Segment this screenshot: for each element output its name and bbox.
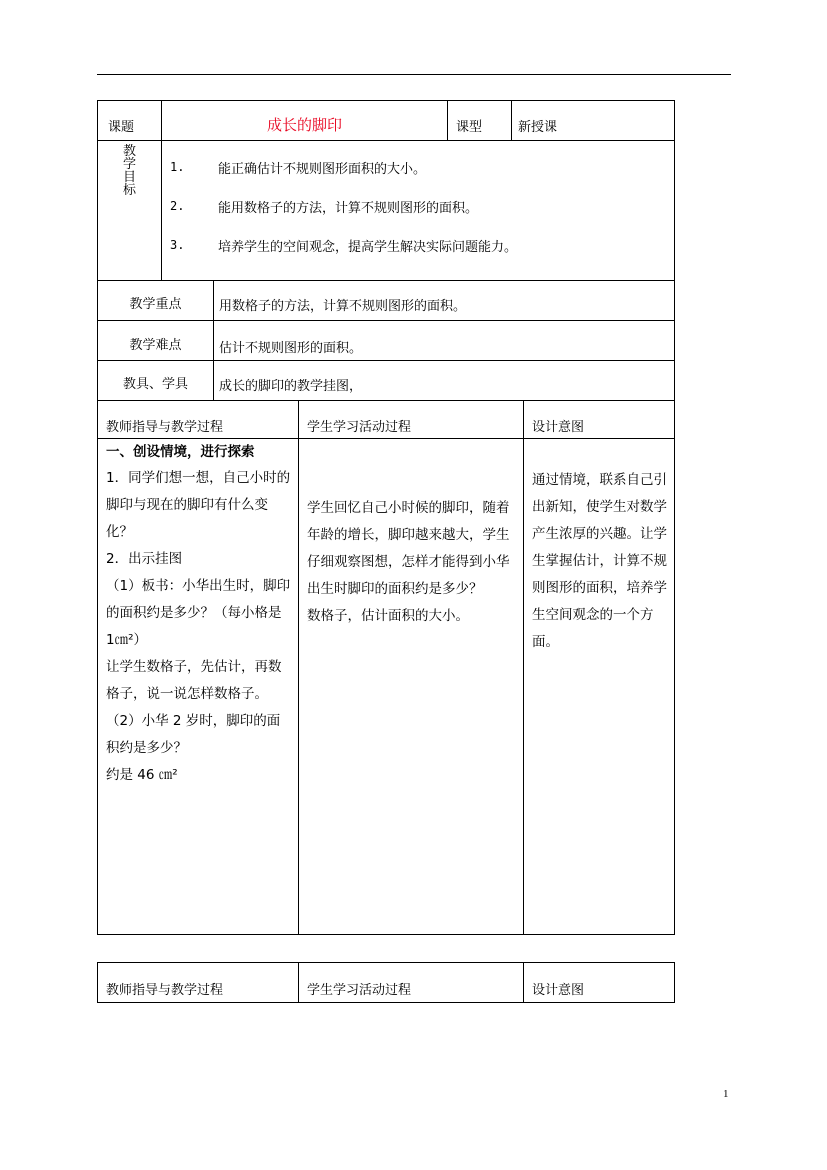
student-cell [299,439,524,935]
page-number: 1 [723,1088,729,1100]
key-label: 教学重点 [129,297,182,312]
goals-label: 教学目标 [122,144,136,198]
teacher-content [106,439,292,789]
difficulty-value-cell [214,321,675,361]
goal-text: 培养学生的空间观念，提高学生解决实际问题能力。 [218,239,518,255]
header-intent-label: 设计意图 [532,420,585,435]
process-table [97,400,675,935]
intent-content [532,467,672,656]
teacher-line: 让学生数格子，先估计，再数格子，说一说怎样数格子。 [106,659,282,702]
goal-number: 3. [170,238,185,252]
process-table-continued [97,962,675,1003]
tools-value-cell [214,361,675,401]
teacher-line: 约是 46 ㎝² [106,767,178,783]
goal-number: 2. [170,199,185,213]
key-label-cell [98,281,214,321]
intent-cell [524,439,675,935]
teacher-line: 1．同学们想一想，自己小时的脚印与现在的脚印有什么变化？ [106,470,291,540]
goal-text: 能用数格子的方法，计算不规则图形的面积。 [218,200,479,216]
topic-value-cell [162,101,448,141]
teacher-line: 2．出示挂图 [106,551,183,567]
key-value-cell [214,281,675,321]
header-intent-label: 设计意图 [532,983,585,998]
student-line: 学生回忆自己小时候的脚印，随着年龄的增长，脚印越来越大，学生仔细观察图想，怎样才能得到小华出生时脚印的面积约是多少？ [307,500,510,597]
header-student-label: 学生学习活动过程 [307,420,412,435]
topic-label-cell [98,101,162,141]
goal-number: 1. [170,160,185,174]
header-student [299,401,524,439]
difficulty-label: 教学难点 [129,338,182,353]
tools-label-cell [98,361,214,401]
goals-cell [162,141,675,281]
student-line: 数格子，估计面积的大小。 [307,608,469,624]
tools-value: 成长的脚印的教学挂图， [219,379,363,394]
header-student-label: 学生学习活动过程 [307,983,412,998]
header-teacher-label: 教师指导与教学过程 [106,420,224,435]
type-value: 新授课 [518,120,558,135]
tools-label: 教具、学具 [122,377,188,392]
difficulty-label-cell [98,321,214,361]
section-title: 一、创设情境，进行探索 [106,444,255,460]
header-intent [524,963,675,1003]
goal-item [170,157,674,177]
type-label-cell [448,101,512,141]
header-teacher [98,401,299,439]
header-teacher [98,963,299,1003]
lesson-title: 成长的脚印 [267,116,343,134]
intent-line: 通过情境，联系自己引出新知，使学生对数学产生浓厚的兴趣。让学生掌握估计，计算不规则图形的面积，培养学生空间观念的一个方面。 [532,472,667,650]
goal-item [170,196,674,216]
difficulty-value: 估计不规则图形的面积。 [219,341,363,356]
key-value: 用数格子的方法，计算不规则图形的面积。 [219,299,467,314]
goals-label-cell [98,141,162,281]
type-value-cell [512,101,675,141]
student-content [307,495,517,630]
topic-label: 课题 [108,120,135,135]
header-teacher-label: 教师指导与教学过程 [106,983,224,998]
teacher-cell [98,439,299,935]
teacher-line: （2）小华 2 岁时，脚印的面积约是多少？ [106,713,281,756]
goal-item [170,235,674,255]
type-label: 课型 [456,120,483,135]
teacher-line: （1）板书：小华出生时，脚印的面积约是多少？（每小格是 1㎝²） [106,578,291,648]
header-intent [524,401,675,439]
header-rule [97,74,731,75]
goal-text: 能正确估计不规则图形面积的大小。 [218,161,427,177]
header-student [299,963,524,1003]
lesson-info-table [97,100,675,401]
